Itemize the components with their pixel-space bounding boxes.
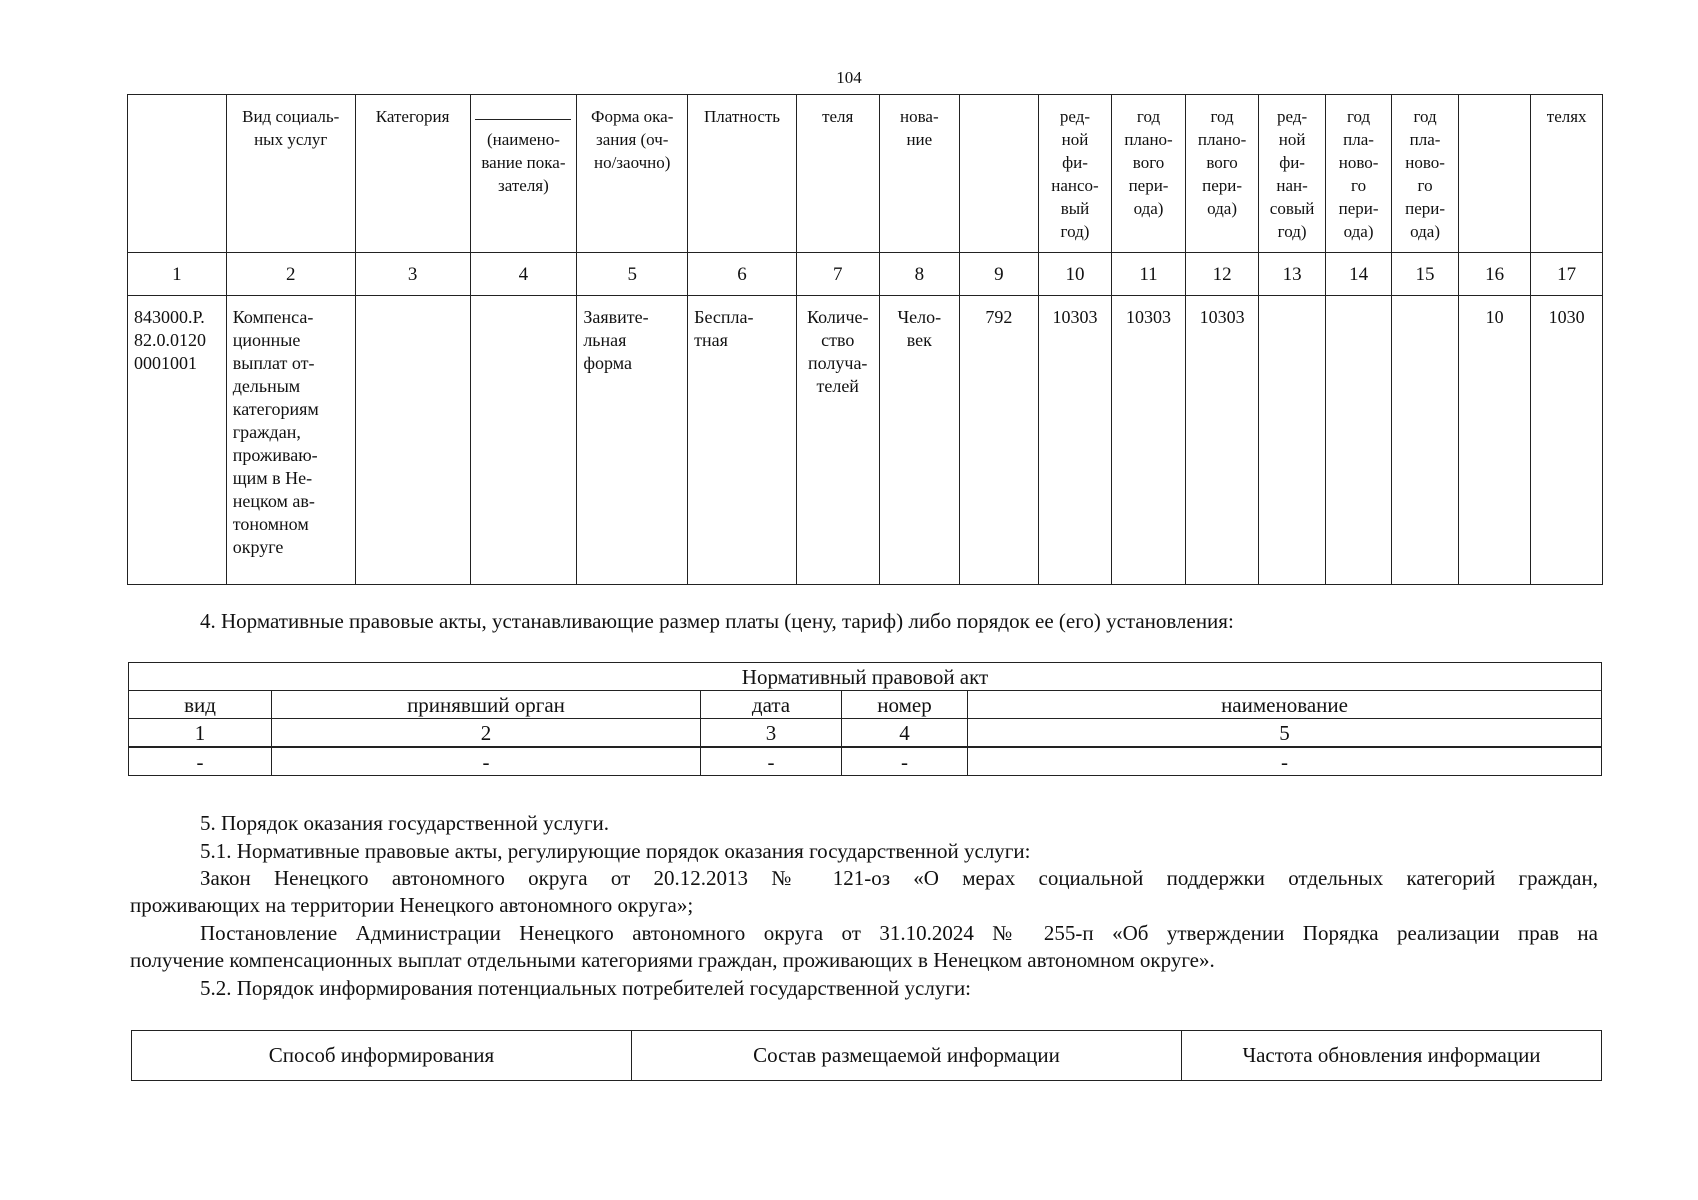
informing-table	[131, 1030, 1602, 1081]
value-cell: 10	[1458, 296, 1531, 585]
column-number: 7	[796, 253, 879, 296]
header-cell: номер	[842, 691, 968, 719]
table-header-row	[132, 1031, 1602, 1081]
table-cell: -	[968, 747, 1602, 776]
header-cell: ред- ной фи- нан- совый год)	[1259, 95, 1325, 253]
header-cell: Форма ока- зания (оч- но/заочно)	[577, 95, 688, 253]
column-number: 11	[1112, 253, 1186, 296]
section5-1-heading: 5.1. Нормативные правовые акты, регулирующие порядок оказания государственной услуги:	[200, 839, 1031, 863]
header-cell	[128, 95, 227, 253]
indicator-name-cell	[470, 296, 577, 585]
unit-cell: Чело- век	[879, 296, 960, 585]
provision-form-cell: Заявите- льная форма	[577, 296, 688, 585]
column-number: 8	[879, 253, 960, 296]
column-number: 5	[577, 253, 688, 296]
law-1-line-2: проживающих на территории Ненецкого автономного округа»;	[130, 893, 694, 917]
section5-2-heading: 5.2. Порядок информирования потенциальных потребителей государственной услуги:	[200, 976, 972, 1000]
header-cell: телях	[1531, 95, 1603, 253]
column-number: 10	[1038, 253, 1112, 296]
table-header-row	[128, 95, 1603, 253]
column-number: 2	[226, 253, 355, 296]
page-number: 104	[836, 68, 862, 87]
value-cell: 10303	[1185, 296, 1259, 585]
column-number: 17	[1531, 253, 1603, 296]
table-cell: -	[272, 747, 701, 776]
value-cell: 1030	[1531, 296, 1603, 585]
column-number: 4	[842, 719, 968, 748]
header-cell: год пла- ново- го пери- ода)	[1325, 95, 1391, 253]
header-cell: принявший орган	[272, 691, 701, 719]
header-cell	[1458, 95, 1531, 253]
service-type-cell: Компенса- ционные выплат от- дельным категориям граждан, проживаю- щим в Не- нецком ав- тономном округе	[226, 296, 355, 585]
column-number: 2	[272, 719, 701, 748]
column-number: 6	[688, 253, 797, 296]
column-number: 3	[355, 253, 470, 296]
column-number: 12	[1185, 253, 1259, 296]
header-cell: Состав размещаемой информации	[632, 1031, 1182, 1081]
header-cell: Вид социаль- ных услуг	[226, 95, 355, 253]
blank-underline	[475, 111, 571, 120]
header-cell: дата	[701, 691, 842, 719]
column-number: 16	[1458, 253, 1531, 296]
value-cell: 10303	[1112, 296, 1186, 585]
section5-heading: 5. Порядок оказания государственной услуги.	[200, 811, 609, 835]
header-cell: нова- ние	[879, 95, 960, 253]
registry-code-cell: 843000.Р. 82.0.0120 0001001	[128, 296, 227, 585]
value-cell	[1325, 296, 1391, 585]
header-cell: теля	[796, 95, 879, 253]
value-cell	[1392, 296, 1458, 585]
header-cell: Категория	[355, 95, 470, 253]
column-number: 14	[1325, 253, 1391, 296]
law-2-line-1: Постановление Администрации Ненецкого автономного округа от 31.10.2024 № 255-п «Об утверждении Порядка реализации прав на	[200, 921, 1598, 945]
value-cell	[1259, 296, 1325, 585]
section4-heading: 4. Нормативные правовые акты, устанавливающие размер платы (цену, тариф) либо порядок ее (его) установления:	[200, 609, 1234, 633]
column-number: 9	[960, 253, 1039, 296]
value-cell: 792	[960, 296, 1039, 585]
value-cell: 10303	[1038, 296, 1112, 585]
header-cell: год плано- вого пери- ода)	[1112, 95, 1186, 253]
column-number: 1	[129, 719, 272, 748]
header-cell: (наимено- вание пока- зателя)	[470, 95, 577, 253]
header-cell: Частота обновления информации	[1182, 1031, 1602, 1081]
table-cell: -	[701, 747, 842, 776]
header-cell: год плано- вого пери- ода)	[1185, 95, 1259, 253]
header-cell: вид	[129, 691, 272, 719]
column-number: 13	[1259, 253, 1325, 296]
column-number: 5	[968, 719, 1602, 748]
header-cell: Платность	[688, 95, 797, 253]
column-number: 1	[128, 253, 227, 296]
law-2-line-2: получение компенсационных выплат отдельными категориями граждан, проживающих в Ненецком автономном округе».	[130, 948, 1215, 972]
table-cell: -	[842, 747, 968, 776]
column-numbers-row	[128, 253, 1603, 296]
header-cell: наименование	[968, 691, 1602, 719]
header-cell: Способ информирования	[132, 1031, 632, 1081]
legal-acts-table	[128, 662, 1602, 776]
table-row	[129, 747, 1602, 776]
law-1-line-1: Закон Ненецкого автономного округа от 20.12.2013 № 121-оз «О мерах социальной поддержки отдельных категорий граждан,	[200, 866, 1598, 890]
table-title: Нормативный правовой акт	[129, 663, 1602, 691]
category-cell	[355, 296, 470, 585]
column-number: 3	[701, 719, 842, 748]
payment-cell: Бесплa- тная	[688, 296, 797, 585]
table-header-row	[129, 691, 1602, 719]
table-cell: -	[129, 747, 272, 776]
header-cell: год пла- ново- го пери- ода)	[1392, 95, 1458, 253]
header-cell	[960, 95, 1039, 253]
indicator-cell: Количе- ство получа- телей	[796, 296, 879, 585]
table-row	[128, 296, 1603, 585]
column-numbers-row	[129, 719, 1602, 748]
indicators-table	[127, 94, 1603, 585]
header-cell: ред- ной фи- нансо- вый год)	[1038, 95, 1112, 253]
column-number: 4	[470, 253, 577, 296]
column-number: 15	[1392, 253, 1458, 296]
